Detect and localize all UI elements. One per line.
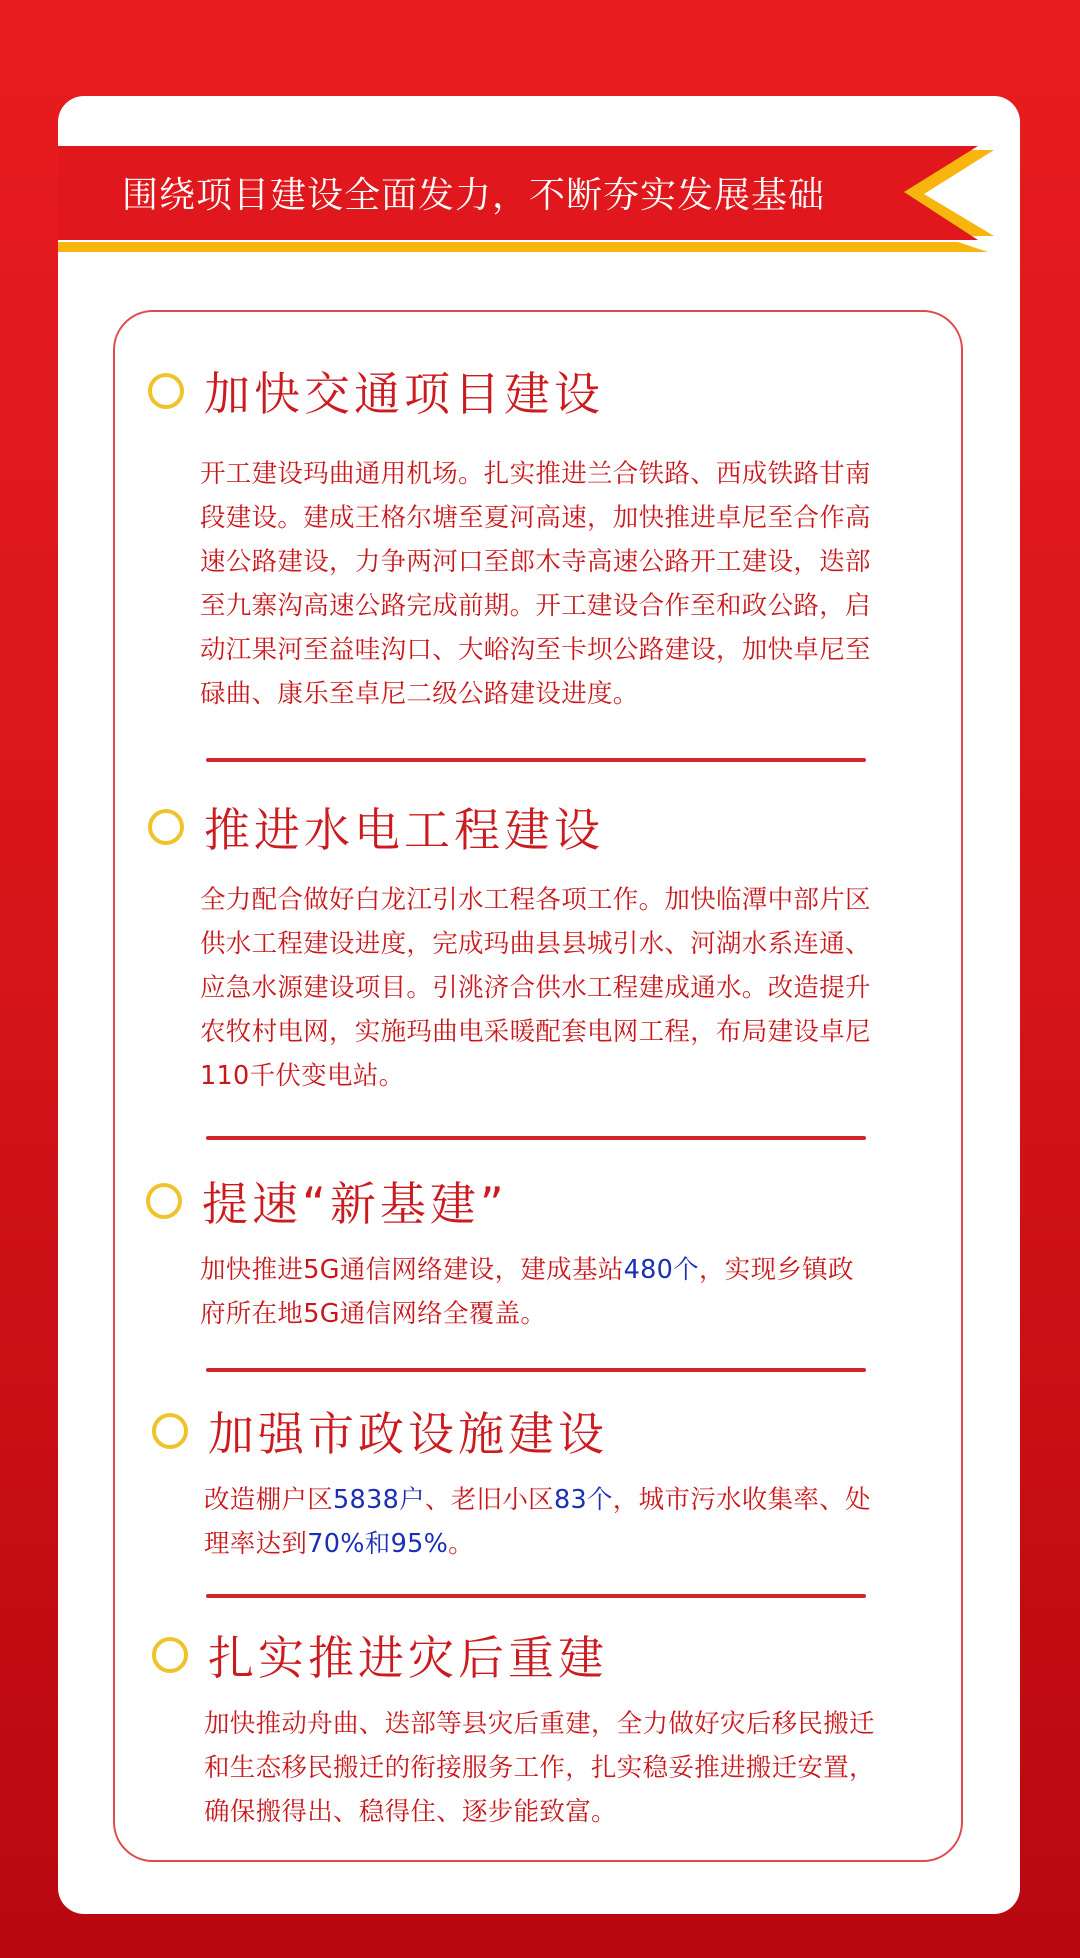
section-title: 推进水电工程建设 [204,803,604,857]
section-divider [206,1594,866,1598]
section-title: 扎实推进灾后重建 [208,1631,608,1685]
circle-bullet-icon [148,373,184,409]
body-text: 。 [448,1529,474,1559]
content-card [58,96,1020,1914]
circle-bullet-icon [146,1183,182,1219]
section-heading [152,1620,608,1690]
circle-bullet-icon [152,1413,188,1449]
section-body: 加快推动舟曲、迭部等县灾后重建，全力做好灾后移民搬迁和生态移民搬迁的衔接服务工作，扎实稳妥推进搬迁安置，确保搬得出、稳得住、逐步能致富。 [204,1709,875,1827]
section-heading [148,356,604,426]
body-text: 加快推进5G通信网络建设，建成基站 [200,1255,624,1285]
section-heading [148,792,604,862]
banner-title: 围绕项目建设全面发力，不断夯实发展基础 [122,175,826,216]
section-divider [206,1136,866,1140]
highlight-number: 5838户 [333,1485,425,1515]
section-heading [146,1166,508,1236]
section-divider [206,758,866,762]
circle-bullet-icon [148,809,184,845]
highlight-number: 83个 [553,1485,613,1515]
section-body: 全力配合做好白龙江引水工程各项工作。加快临潭中部片区供水工程建设进度，完成玛曲县县城引水、河湖水系连通、应急水源建设项目。引洮济合供水工程建成通水。改造提升农牧村电网，实施玛曲电采暖配套电网工程，布局建设卓尼110千伏变电站。 [200,885,871,1091]
section-title: 加快交通项目建设 [204,367,604,421]
circle-bullet-icon [152,1637,188,1673]
body-text: 改造棚户区 [204,1485,334,1515]
section-body [204,1478,876,1566]
section-body [200,1248,872,1336]
section-title: 加强市政设施建设 [208,1407,608,1461]
body-text: 、老旧小区 [424,1485,554,1515]
section-title: 提速“新基建” [202,1177,508,1231]
highlight-number: 480个 [623,1255,699,1285]
section-heading [152,1396,608,1466]
highlight-number: 70%和95% [307,1529,449,1559]
title-banner [58,146,994,256]
section-divider [206,1368,866,1372]
section-body: 开工建设玛曲通用机场。扎实推进兰合铁路、西成铁路甘南段建设。建成王格尔塘至夏河高速，加快推进卓尼至合作高速公路建设，力争两河口至郎木寺高速公路开工建设，迭部至九寨沟高速公路完成前期。开工建设合作至和政公路，启动江果河至益哇沟口、大峪沟至卡坝公路建设，加快卓尼至碌曲、康乐至卓尼二级公路建设进度。 [200,459,871,709]
body-text: ，实现乡镇政府所在地5G通信网络全覆盖。 [200,1255,854,1329]
body-text: ，城市污水收集率、处理率达到 [204,1485,871,1559]
